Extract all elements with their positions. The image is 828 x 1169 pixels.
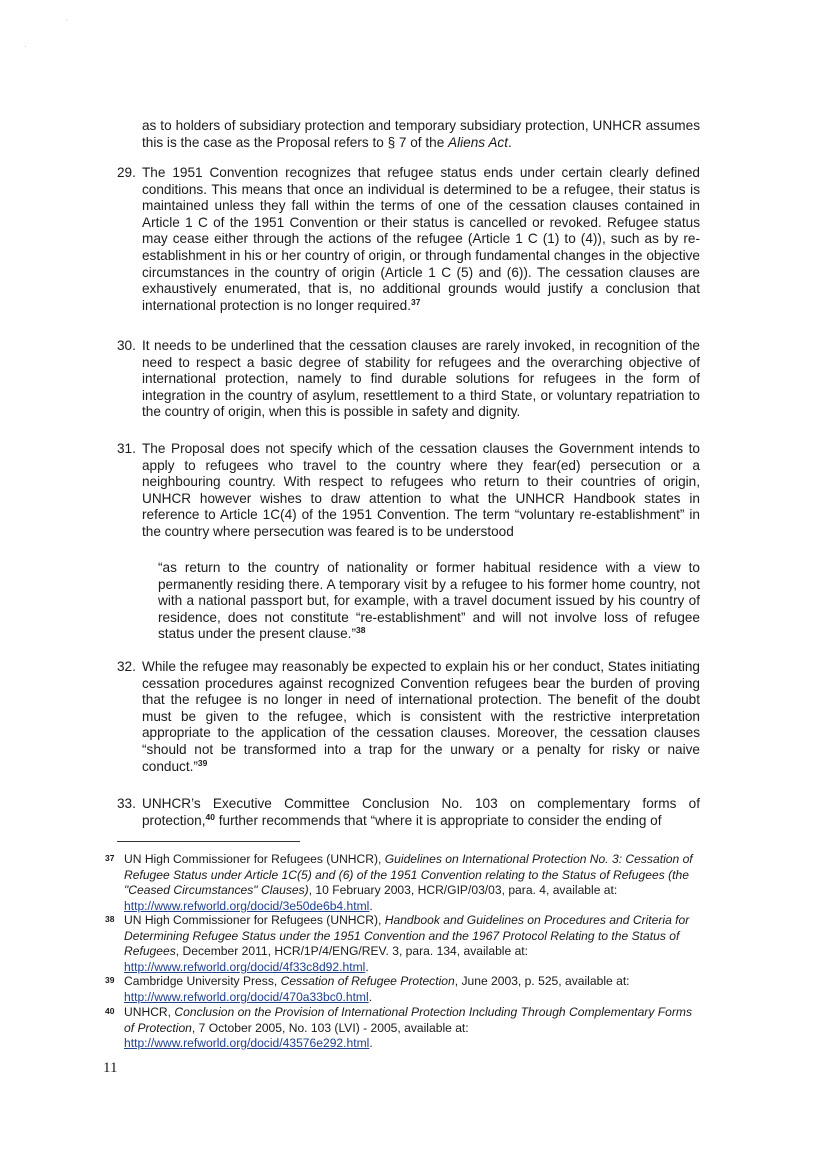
footnote-ref-40: 40 (205, 811, 215, 822)
paragraph-number: 29. (117, 165, 136, 180)
footnote-40-link[interactable]: http://www.refworld.org/docid/43576e292.html (124, 1036, 370, 1051)
footnote-ref-39: 39 (197, 757, 208, 768)
footnote-37: 37 UN High Commissioner for Refugees (UNHCR), Guidelines on International Protection No. 3: Cessation of Refugee Status under Article 1C(5) and (6) of the 1951 Convention relating to the Status of Refugees (the "Ceased Circumstances" Clauses), 10 February 2003, HCR/GIP/03/03, para. 4, available at: http://www.refworld.org/docid/3e50de6b4.html. (105, 852, 693, 913)
paragraph-continuation: as to holders of subsidiary protection and temporary subsidiary protection, UNHCR assumes this is the case as the Proposal refers to § 7 of the Aliens Act. (142, 118, 700, 150)
page-number: 11 (103, 1060, 118, 1076)
footnote-39: 39 Cambridge University Press, Cessation of Refugee Protection, June 2003, p. 525, available at: http://www.refworld.org/docid/470a33bc0.html. (105, 974, 630, 1004)
scan-speck: · (24, 42, 27, 51)
paragraph-31: 31. The Proposal does not specify which of the cessation clauses the Government intends to apply to refugees who travel to the country where they fear(ed) persecution or a neighbouring country. With respect to refugees who return to their countries of origin, UNHCR however wishes to draw attention to what the UNHCR Handbook states in reference to Article 1C(4) of the 1951 Convention. The term “voluntary re-establishment” in the country where persecution was feared is to be understood (117, 441, 700, 539)
footnote-38-link[interactable]: http://www.refworld.org/docid/4f33c8d92.html (124, 959, 366, 974)
paragraph-number: 32. (117, 659, 136, 674)
paragraph-number: 33. (117, 796, 136, 811)
footnote-39-link[interactable]: http://www.refworld.org/docid/470a33bc0.html (124, 989, 369, 1004)
paragraph-32: 32. While the refugee may reasonably be expected to explain his or her conduct, States initiating cessation procedures against recognized Convention refugees bear the burden of proving that the refugee is no longer in need of international protection. The benefit of the doubt must be given to the refugee, which is consistent with the restrictive interpretation appropriate to the application of the cessation clauses. Moreover, the cessation clauses “should not be transformed into a trap for the unwary or a penalty for risky or naive conduct.”$^{39}$ (117, 659, 700, 774)
paragraph-number: 31. (117, 441, 136, 456)
footnote-37-link[interactable]: http://www.refworld.org/docid/3e50de6b4.html (124, 898, 370, 913)
paragraph-33: 33. UNHCR’s Executive Committee Conclusion No. 103 on complementary forms of protection,$^{40}$ further recommends that “where it is appropriate to consider the ending of (117, 796, 700, 828)
footnote-40: 40 UNHCR, Conclusion on the Provision of International Protection Including Through Complementary Forms of Protection, 7 October 2005, No. 103 (LVI) - 2005, available at: http://www.refworld.org/docid/43576e292.html. (105, 1005, 693, 1051)
footnote-ref-38: 38 (355, 625, 366, 636)
paragraph-29: 29. The 1951 Convention recognizes that refugee status ends under certain clearly defined conditions. This means that once an individual is determined to be a refugee, their status is maintained unless they fall within the terms of one of the cessation clauses contained in Article 1 C of the 1951 Convention or their status is cancelled or revoked. Refugee status may cease either through the actions of the refugee (Article 1 C (1) to (4)), such as by re-establishment in his or her country of origin, or through fundamental changes in the objective circumstances in the country of origin (Article 1 C (5) and (6)). The cessation clauses are exhaustively enumerated, that is, no additional grounds would justify a conclusion that international protection is no longer required.$^{37}$ (117, 165, 700, 313)
scan-speck: ʻ (66, 18, 68, 27)
paragraph-30: 30. It needs to be underlined that the cessation clauses are rarely invoked, in recognition of the need to respect a basic degree of stability for refugees and the overarching objective of international protection, namely to find durable solutions for refugees in the form of integration in the country of asylum, resettlement to a third State, or voluntary repatriation to the country of origin, when this is possible in safety and dignity. (117, 338, 700, 420)
footnote-separator (117, 841, 300, 842)
block-quote: “as return to the country of nationality or former habitual residence with a view to permanently residing there. A temporary visit by a refugee to his former home country, not with a national passport but, for example, with a travel document issued by his country of residence, does not constitute “re-establishment” and will not involve loss of refugee status under the present clause.”$^{38}$ (158, 560, 700, 642)
footnote-38: 38 UN High Commissioner for Refugees (UNHCR), Handbook and Guidelines on Procedures and Criteria for Determining Refugee Status under the 1951 Convention and the 1967 Protocol Relating to the Status of Refugees, December 2011, HCR/1P/4/ENG/REV. 3, para. 134, available at: http://www.refworld.org/docid/4f33c8d92.html. (105, 913, 690, 974)
paragraph-number: 30. (117, 338, 136, 353)
footnote-ref-37: 37 (411, 296, 421, 307)
